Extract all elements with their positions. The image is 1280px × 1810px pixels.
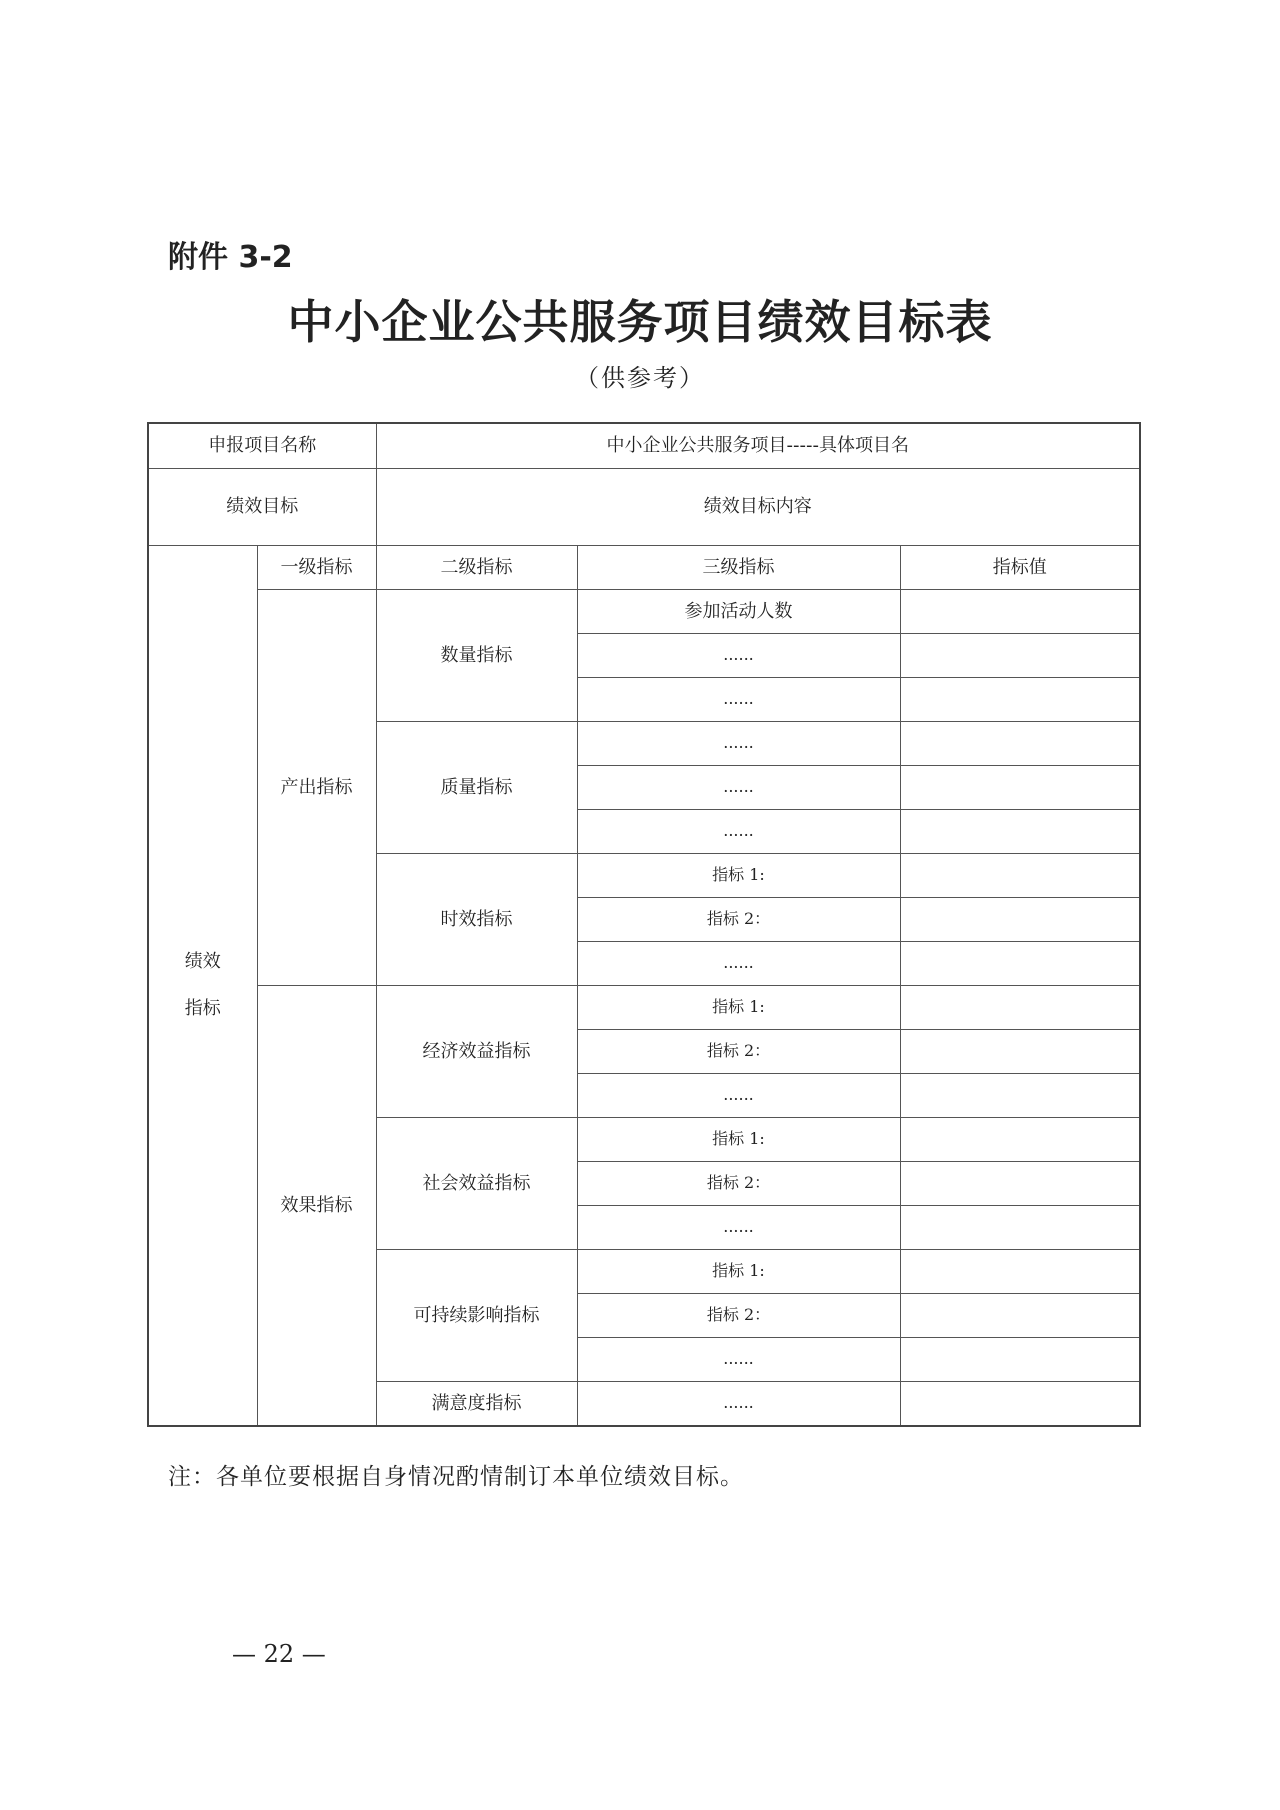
indicator-value-cell	[900, 1250, 1140, 1294]
indicator-value-cell	[900, 1338, 1140, 1382]
level2-cell: 可持续影响指标	[376, 1250, 577, 1382]
perf-indicator-label: 绩效 指标	[148, 546, 257, 1427]
indicator-value-cell	[900, 766, 1140, 810]
indicator-value-cell	[900, 942, 1140, 986]
level2-cell: 社会效益指标	[376, 1118, 577, 1250]
page-subtitle: （供参考）	[575, 364, 705, 392]
level3-cell: 指标 1:	[577, 986, 900, 1030]
level2-cell: 质量指标	[376, 722, 577, 854]
level2-cell: 满意度指标	[376, 1382, 577, 1427]
indicator-value-cell	[900, 898, 1140, 942]
level3-cell: 指标 1:	[577, 854, 900, 898]
table-row	[148, 590, 1140, 634]
table-row	[148, 986, 1140, 1030]
footnote: 注：各单位要根据自身情况酌情制订本单位绩效目标。	[168, 1464, 744, 1490]
level3-cell: ......	[577, 1074, 900, 1118]
indicator-value-cell	[900, 722, 1140, 766]
level3-cell: ......	[577, 1382, 900, 1427]
indicator-value-cell	[900, 1382, 1140, 1427]
level1-cell: 产出指标	[257, 590, 376, 986]
col-header: 二级指标	[376, 546, 577, 590]
level3-cell: 指标 2：	[577, 1294, 900, 1338]
page-number: — 22 —	[232, 1640, 326, 1668]
level2-cell: 经济效益指标	[376, 986, 577, 1118]
level3-cell: ......	[577, 942, 900, 986]
level2-cell: 时效指标	[376, 854, 577, 986]
indicator-value-cell	[900, 1294, 1140, 1338]
indicator-value-cell	[900, 1118, 1140, 1162]
level3-cell: ......	[577, 766, 900, 810]
level3-cell: 指标 1:	[577, 1118, 900, 1162]
indicator-value-cell	[900, 1030, 1140, 1074]
indicator-value-cell	[900, 986, 1140, 1030]
level1-cell: 效果指标	[257, 986, 376, 1427]
col-header: 一级指标	[257, 546, 376, 590]
level3-cell: 指标 2：	[577, 1030, 900, 1074]
indicator-value-cell	[900, 1206, 1140, 1250]
col-header: 三级指标	[577, 546, 900, 590]
attachment-label: 附件 3-2	[168, 240, 293, 275]
level3-cell: 参加活动人数	[577, 590, 900, 634]
level3-cell: ......	[577, 722, 900, 766]
level3-cell: ......	[577, 1206, 900, 1250]
indicator-value-cell	[900, 1162, 1140, 1206]
indicator-value-cell	[900, 854, 1140, 898]
indicator-value-cell	[900, 678, 1140, 722]
level2-cell: 数量指标	[376, 590, 577, 722]
page-title: 中小企业公共服务项目绩效目标表	[287, 295, 993, 349]
goal-value: 绩效目标内容	[376, 469, 1140, 546]
table-row	[148, 423, 1140, 469]
col-header: 指标值	[900, 546, 1140, 590]
level3-cell: ......	[577, 678, 900, 722]
goal-label: 绩效目标	[148, 469, 376, 546]
level3-cell: 指标 1:	[577, 1250, 900, 1294]
indicator-value-cell	[900, 810, 1140, 854]
project-name-value: 中小企业公共服务项目-----具体项目名	[376, 423, 1140, 469]
indicator-value-cell	[900, 634, 1140, 678]
indicator-value-cell	[900, 590, 1140, 634]
table-row	[148, 469, 1140, 546]
indicator-value-cell	[900, 1074, 1140, 1118]
project-name-label: 申报项目名称	[148, 423, 376, 469]
level3-cell: 指标 2：	[577, 898, 900, 942]
level3-cell: 指标 2：	[577, 1162, 900, 1206]
level3-cell: ......	[577, 634, 900, 678]
level3-cell: ......	[577, 1338, 900, 1382]
performance-target-table	[147, 422, 1141, 1427]
table-row	[148, 546, 1140, 590]
level3-cell: ......	[577, 810, 900, 854]
